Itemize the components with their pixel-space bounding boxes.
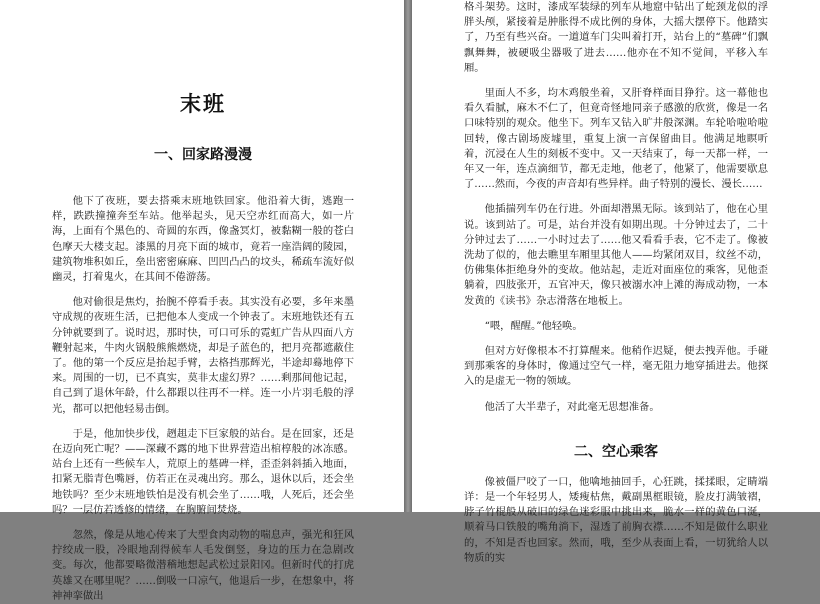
left-page [0,0,404,602]
page-gutter [404,0,412,512]
paragraph: 他下了夜班，要去搭乘末班地铁回家。他沿着大街，逃跑一样，跌跌撞撞奔至车站。他举起头，见天空赤红而高大，如一片海，上面有个黑色的、奇圆的东西，像盏冥灯，被黏糊一般的苍白色摩天大楼支起。漆黑的月亮下面的城市，竟若一座浩阔的陵园，建筑物堆积如丘，垒出密密麻麻、凹凹凸凸的坟头，稀疏车流好似幽灵，打着鬼火，在其间不倦游荡。 [52,195,354,284]
paragraph: 但对方好像根本不打算醒来。他稍作迟疑，便去拽弄他。手碰到那乘客的身体时，像通过空气一样，毫无阻力地穿插进去。他探入的是虚无一物的领域。 [464,345,768,388]
section-heading-2: 二、空心乘客 [574,443,658,460]
paragraph: “喂，醒醒。”他轻唤。 [484,319,583,332]
paragraph: 他活了大半辈子，对此毫无思想准备。 [484,400,660,413]
right-page [412,0,820,564]
section-heading-1: 一、回家路漫漫 [154,147,252,163]
paragraph: 于是，他加快步伐，趔趄走下巨家般的站台。是在回家，还是在迈向死亡呢？——深藏不露的地下世界营造出棺椁般的冰冻感。站台上还有一些候车人，荒原上的墓碑一样，歪歪斜斜插入地面，扣紧无脂青色嘴唇，仿若正在灵魂出窍。那么，退休以后，还会坐地铁吗？至少末班地铁怕是没有机会坐了……哦，人死后，还会坐吗？一层仿若透修的情绪，在胸腑间焚烧。 [52,427,354,516]
paragraph: 像被僵尸咬了一口，他噙地抽回手，心狂跳，揉揉眼，定睛端详：是一个年轻男人，矮瘦枯焦，戴副黑框眼镜，脸皮打满皱褶，脖子竹棍般从破旧的绿色迷彩服中挑出来，脆水一样的黄色口涎，顺着马口铁般的嘴角淌下，湿透了前胸衣襟……不知是做什么职业的，不知是否也回家。然而，哦，至少从表面上看，一切犹给人以物质的实 [464,475,768,564]
paragraph: 格斗架势。这时，漆成军装绿的列车从地窟中钻出了蛇颈龙似的浮胖头颅，紧接着是肿胀得不成比例的身体，大摇大摆停下。他踏实了，乃至有些兴奋。一道道车门尖叫着打开，站台上的“墓碑”们飘飘舞舞，被硬吸尘器吸了进去……他亦在不知不觉间，平移入车厢。 [464,1,768,74]
paragraph: 他插揣列车仍在行进。外面却潜黑无际。该到站了，他在心里说。该到站了。可是，站台并没有如期出现。十分钟过去了，二十分钟过去了……一小时过去了……他又看看手表，它不走了。像被洗劫了似的，他去瞧里车厢里其他人——均紧闭双目，纹丝不动，仿佛集体拒绝身外的变故。他站起，走近对面座位的乘客，见他歪躺着，四肢张开，五官冲天，像只被溺水冲上滩的海成动物，一本发黄的《读书》杂志滑落在地板上。 [464,203,768,307]
paragraph: 忽然，像是从地心传来了大型食肉动物的喘息声，强光和狂风拧绞成一股，冷眼地刮得候车人毛发倒竖，身边的压力在急剧改变。每次，他都要略微潜稽地想起武松过景阳冈。但新时代的打虎英雄又在哪里呢？……倒吸一口凉气，他退后一步，在想象中，将神神挛做出 [52,529,354,602]
paragraph: 里面人不多，均木鸡般坐着，又肝脊样面目狰狞。这一幕他也看久看腻，麻木不仁了，但竟奇怪地同亲子感激的欣赏，像是一名口味特别的观众。他坐下。列车又钻入旷井般深渊。车轮哈啦哈啦回转，像古剧场废墟里，重复上演一言保留曲目。他满足地瞑听着，沉浸在人生的刻板不变中。又一天结束了，每一天都一样，一年又一年，连点滴细节，都无走地，他老了，他紧了，他需要歇息了……然而，今夜的声音却有些异样。曲子特别的漫长、漫长…… [464,87,768,191]
document-title: 末班 [180,91,226,116]
paragraph: 他对偷很是焦灼，抬腕不停看手表。其实没有必要，多年来墨守成规的夜班生活，已把他本人变成一个钟表了。末班地铁还有五分钟就要到了。说时迟，那时快，可口可乐的霓虹广告从四面八方鞭射起来，牛肉火锅般熊熊燃烧，却是子蓝色的，把月亮都遮蔽住了。他的第一个反应是抬起手臂，去格挡那辉光，半途却蓦地停下来。周围的一切，已不真实，莫非太虚幻界？……剩那间他记起，自己到了退休年龄，什么都跟以往再不一样。连一小片羽毛般的浮光，都可以把他轻易击倒。 [52,296,354,415]
